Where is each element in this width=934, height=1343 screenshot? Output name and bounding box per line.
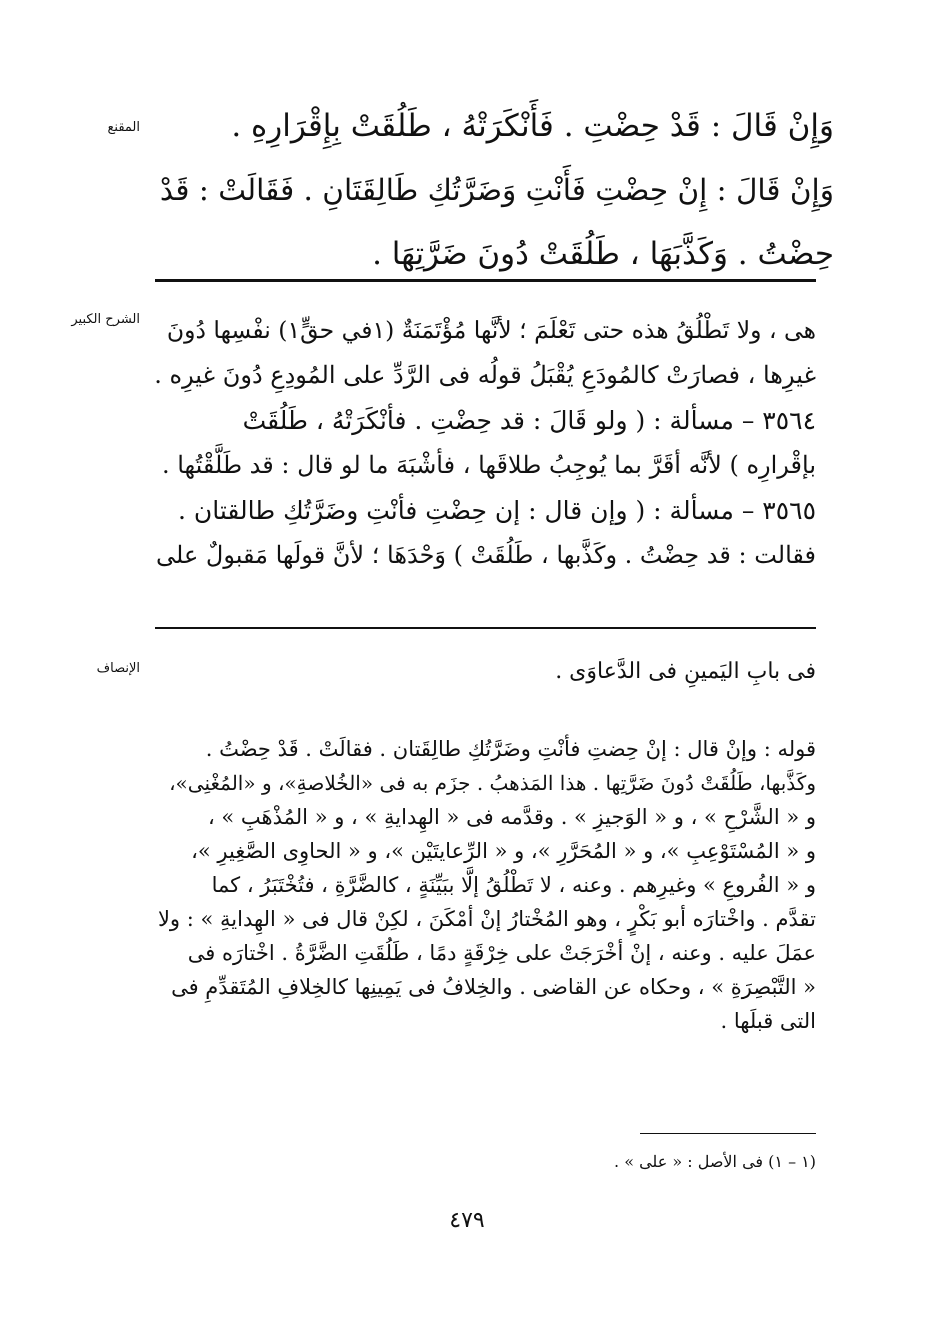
sharh-line: ٣٥٦٥ – مسألة : ( وإن قال : إن حِضْتِ فأنْتِ وضَرَّتُكِ طالقتان . [178,496,816,525]
insaf-text [155,732,816,1038]
muqni-line: حِضْتُ . وَكَذَّبَهَا ، طَلُقَتْ دُونَ ضَرَّتِهَا . [372,236,834,272]
muqni-line: وَإِنْ قَالَ : إِنْ حِضْتِ فَأَنْتِ وَضَرَّتُكِ طَالِقَتَانِ . فَقَالَتْ : قَدْ [159,173,834,207]
sharh-line: غيرِها ، فصارَتْ كالمُودَعِ يُقْبَلُ قولُه فى الرَّدِّ على المُودِعِ دُونَ غيرِه . [154,361,816,389]
page-number: ٤٧٩ [449,1208,485,1233]
sharh-line: ٣٥٦٤ – مسألة : ( ولو قَالَ : قد حِضْتِ . فأنْكَرَتْهُ ، طَلُقَتْ [242,406,816,435]
muqni-line: وَإِنْ قَالَ : قَدْ حِضْتِ . فَأَنْكَرَتْهُ ، طَلُقَتْ بِإِقْرَارِهِ . [231,108,834,144]
insaf-line: تقدَّم . واخْتارَه أبو بَكْرٍ ، وهو المُخْتارُ إنْ أمْكَنَ ، لكِنْ قال فى « الهِدايةِ » : ولا [157,907,816,931]
insaf-line: قوله : وإنْ قال : إنْ حِضتِ فأنْتِ وضَرَّتُكِ طالِقَتان . فقالَتْ . قَدْ حِضْتُ . [205,737,816,761]
section-divider-thin [155,627,816,629]
label-sharh: الشرح الكبير [71,312,140,327]
muqni-text [155,94,834,286]
insaf-line: التى قبلَها . [720,1009,816,1033]
footnote: (١ – ١) فى الأصل : « على » . [614,1152,816,1171]
insaf-intro-line: فى بابِ اليَمينِ فى الدَّعاوَى . [555,659,816,684]
insaf-line: عمَلَ عليه . وعنه ، إنْ أخْرَجَتْ على خِرْقَةٍ دمًا ، طَلُقَتِ الضَّرَّةُ . اخْتارَه فى [187,941,816,965]
insaf-line: و « الشَّرْحِ » ، و « الوَجيزِ » . وقدَّمه فى « الهِدايةِ » ، و « المُذْهَبِ » ، [207,805,816,829]
sharh-line: هى ، ولا تَطْلُقُ هذه حتى تَعْلَمَ ؛ لأنَّها مُؤْتَمَنَةٌ (١في حقٍّ١) نفْسِها دُونَ [166,316,816,344]
sharh-line: بإقْرارِه ) لأنَّه أقَرَّ بما يُوجِبُ طلاقَها ، فأشْبَهَ ما لو قال : قد طَلَّقْتُها . [161,451,816,479]
sharh-line: فقالت : قد حِضْتُ . وكَذَّبها ، طَلُقَتْ ) وَحْدَهَا ؛ لأنَّ قولَها مَقبولٌ على [156,541,816,569]
sharh-text [155,308,816,578]
insaf-line: « التَّبْصِرَةِ » ، وحكاه عن القاضى . والخِلافُ فى يَمِينِها كالخِلافِ المُتَقدِّمِ فى [171,975,816,999]
label-insaf: الإنصاف [96,661,140,676]
footnote-divider [640,1133,816,1134]
insaf-line: و « الفُروعِ » وغيرِهم . وعنه ، لا تَطْلُقُ إلَّا ببَيِّنَةٍ ، كالضَّرَّةِ ، فتُخْتَبَرُ ، كما [211,873,816,897]
label-muqni: المقنع [107,120,140,135]
insaf-intro-text [155,655,816,689]
section-divider-thick [155,279,816,282]
insaf-line: و « المُسْتَوْعِبِ »، و « المُحَرَّرِ »، و « الرِّعايتَيْن »، و « الحاوِى الصَّغِيرِ »، [191,839,816,863]
insaf-line: وكَذَّبها، طَلُقَتْ دُونَ ضَرَّتِها . هذا المَذهبُ . جزَم به فى «الخُلاصةِ»، و «المُغْنِى»، [169,771,816,795]
